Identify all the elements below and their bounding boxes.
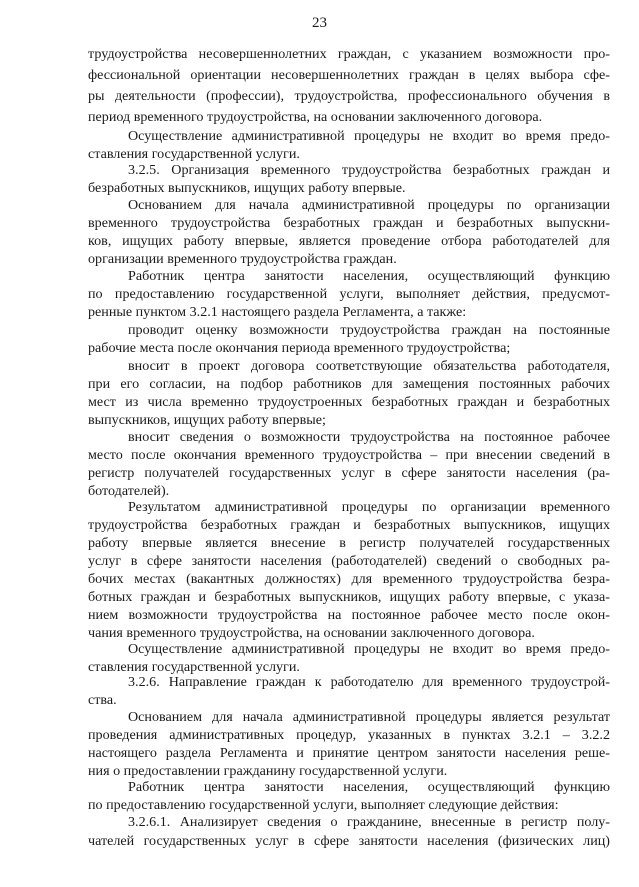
text-line: чания временного трудоустройства, на основании заключенного договора. <box>88 625 535 641</box>
text-line: Основанием для начала административной процедуры по организации <box>128 197 610 213</box>
text-line: вносит сведения о возможности трудоустройства на постоянное рабочее <box>128 429 610 445</box>
text-line: ставления государственной услуги. <box>88 659 300 675</box>
text-line: по предоставлению государственной услуги, выполняет следующие действия: <box>88 797 559 813</box>
text-line: трудоустройства несовершеннолетних граждан, с указанием возможности про- <box>88 46 610 62</box>
text-line: регистр получателей государственных услуг в сфере занятости населения (ра- <box>88 465 610 481</box>
text-line: безработных выпускников, ищущих работу впервые. <box>88 180 406 196</box>
text-line: период временного трудоустройства, на основании заключенного договора. <box>88 109 543 125</box>
page-number: 23 <box>312 15 327 31</box>
text-line: место после окончания временного трудоустройства – при внесении сведений в <box>88 447 610 463</box>
text-line: работу впервые является внесение в регистр получателей государственных <box>88 535 610 551</box>
text-line: проводит оценку возможности трудоустройства граждан на постоянные <box>128 322 610 338</box>
text-line: при его согласии, на подбор работников для замещения постоянных рабочих <box>88 376 610 392</box>
text-line: ренные пунктом 3.2.1 настоящего раздела Регламента, а также: <box>88 304 467 320</box>
text-line: временного трудоустройства безработных граждан и безработных выпускни- <box>88 215 610 231</box>
text-line: 3.2.5. Организация временного трудоустройства безработных граждан и <box>128 162 610 178</box>
text-line: ботодателей). <box>88 483 170 499</box>
text-line: Основанием для начала административной процедуры является результат <box>128 709 610 725</box>
text-line: ния о предоставлении гражданину государственной услуги. <box>88 763 448 779</box>
text-line: выпускников, ищущих работу впервые; <box>88 412 326 428</box>
text-line: бочих местах (вакантных должностях) для временного трудоустройства безра- <box>88 571 610 587</box>
text-line: рабочие места после окончания периода временного трудоустройства; <box>88 340 511 356</box>
text-line: ства. <box>88 692 117 708</box>
text-line: Работник центра занятости населения, осуществляющий функцию <box>128 268 610 284</box>
text-line: мест из числа временно трудоустроенных безработных граждан и безработных <box>88 394 610 410</box>
text-line: Результатом административной процедуры по организации временного <box>128 499 610 515</box>
text-line: 3.2.6. Направление граждан к работодателю для временного трудоустрой- <box>128 674 610 690</box>
text-line: 3.2.6.1. Анализирует сведения о гражданине, внесенные в регистр полу- <box>128 814 610 830</box>
text-line: Работник центра занятости населения, осуществляющий функцию <box>128 779 610 795</box>
text-line: Осуществление административной процедуры не входит во время предо- <box>128 641 610 657</box>
text-line: трудоустройства безработных граждан и безработных выпускников, ищущих <box>88 517 610 533</box>
text-line: фессиональной ориентации несовершеннолетних граждан в целях выбора сфе- <box>88 67 610 83</box>
text-line: чателей государственных услуг в сфере занятости населения (физических лиц) <box>88 833 610 849</box>
text-line: нием возможности трудоустройства на постоянное рабочее место после окон- <box>88 607 610 623</box>
text-line: вносит в проект договора соответствующие обязательства работодателя, <box>128 358 610 374</box>
text-line: ков, ищущих работу впервые, является проведение отбора работодателей для <box>88 233 610 249</box>
text-line: ры деятельности (профессии), трудоустройства, профессионального обучения в <box>88 88 610 104</box>
text-line: ставления государственной услуги. <box>88 146 300 162</box>
text-line: организации временного трудоустройства граждан. <box>88 251 397 267</box>
text-line: Осуществление административной процедуры не входит во время предо- <box>128 128 610 144</box>
text-line: настоящего раздела Регламента и принятие центром занятости населения реше- <box>88 745 610 761</box>
text-line: ботных граждан и безработных выпускников, ищущих работу впервые, с указа- <box>88 589 610 605</box>
text-line: проведения административных процедур, указанных в пунктах 3.2.1 – 3.2.2 <box>88 727 610 743</box>
text-line: по предоставлению государственной услуги, выполняет действия, предусмот- <box>88 286 610 302</box>
text-line: услуг в сфере занятости населения (работодателей) сведений о свободных ра- <box>88 553 610 569</box>
